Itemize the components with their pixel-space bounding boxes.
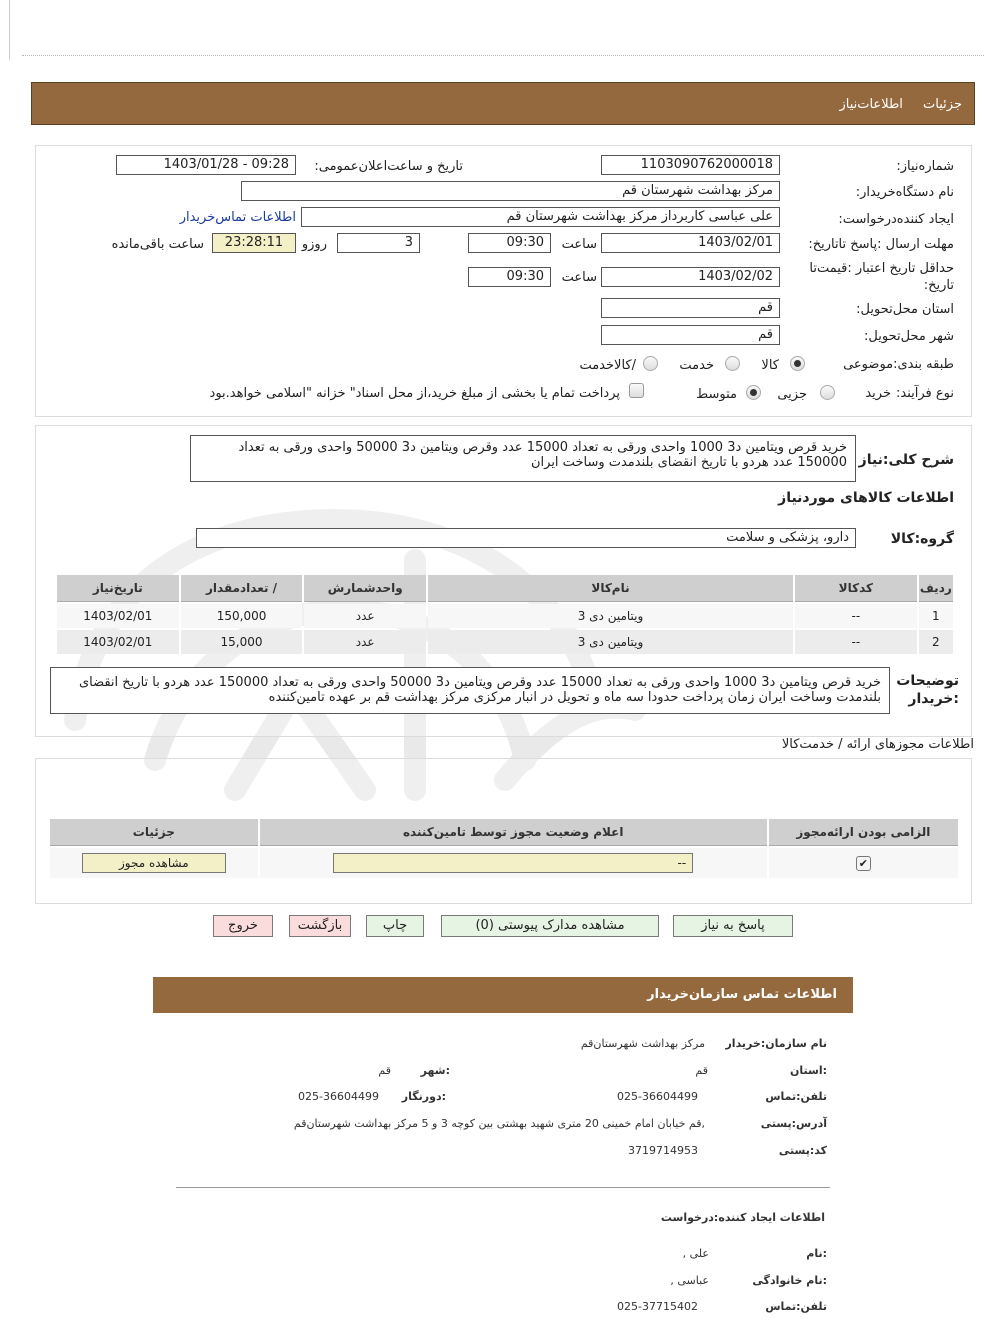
back-button[interactable]: بازگشت (289, 915, 351, 937)
delivery-province-label: استان محل‌تحویل: (856, 302, 954, 317)
print-button[interactable]: چاپ (366, 915, 424, 937)
cell: عدد (304, 630, 426, 654)
fax-label: :دورنگار (401, 1090, 446, 1103)
contact-divider (176, 1187, 830, 1188)
cell: ویتامین دی 3 (428, 604, 793, 628)
col-name: نام‌کالا (428, 575, 793, 602)
reply-to-need-button[interactable]: پاسخ به نیاز (673, 915, 793, 937)
process-buy-label: خرید (865, 386, 891, 401)
delivery-city-label: شهر محل‌تحویل: (864, 329, 954, 344)
announce-date-label: تاریخ و ساعت‌اعلان‌عمومی: (314, 159, 463, 174)
process-medium-radio[interactable] (746, 385, 761, 400)
fax-value: 025-36604499 (298, 1090, 379, 1103)
phone-value: 025-36604499 (617, 1090, 698, 1103)
permit-status-field[interactable]: -- (333, 853, 693, 873)
contact-province-label: :استان (790, 1064, 827, 1077)
creator-phone-value: 025-37715402 (617, 1300, 698, 1313)
category-goods-service-label: /کالاخدمت (579, 358, 636, 373)
postal-code-value: 3719714953 (628, 1144, 698, 1157)
creator-info-title: اطلاعات ایجاد کننده:درخواست (660, 1211, 825, 1224)
cell: عدد (304, 604, 426, 628)
permits-table-header (50, 819, 958, 846)
col-unit: واحدشمارش (304, 575, 426, 602)
permit-required-cell (769, 848, 958, 878)
exit-button[interactable]: خروج (213, 915, 273, 937)
delivery-province-field: قم (601, 298, 780, 318)
category-goods-service-radio[interactable] (643, 356, 658, 371)
summary-text-box: خرید قرص ویتامین د3 1000 واحدی ورقی به تعداد 15000 عدد وقرص ویتامین د3 50000 واحدی ورقی به تعداد 150000 عدد هردو با تاریخ انقضای بلندمدت وساخت ایران (190, 435, 856, 482)
col-permit-status: اعلام وضعیت مجوز توسط تامین‌کننده (260, 819, 767, 846)
creator-field: علی عباسی کاربرداز مرکز بهداشت شهرستان قم (301, 207, 780, 227)
treasury-payment-note: پرداخت تمام یا بخشی از مبلغ خرید،از محل اسناد" خزانه "اسلامی خواهد.بود (209, 386, 620, 401)
cell: 1403/02/01 (57, 630, 179, 654)
category-service-radio[interactable] (725, 356, 740, 371)
tab-details[interactable]: جزئیات (923, 97, 962, 112)
table-row (50, 848, 958, 878)
creator-family-label: :نام خانوادگی (752, 1274, 827, 1287)
need-number-field: 1103090762000018 (601, 155, 780, 175)
process-partial-radio[interactable] (820, 385, 835, 400)
org-label: نام سازمان:خریدار (725, 1037, 827, 1050)
category-label: طبقه بندی‌:موضوعی (843, 357, 954, 372)
delivery-city-field: قم (601, 325, 780, 345)
goods-info-heading: اطلاعات کالاهای موردنیاز (778, 490, 954, 506)
permit-status-cell (260, 848, 767, 878)
contact-city-value: قم (378, 1064, 391, 1077)
creator-name-label: :نام (806, 1247, 827, 1260)
remaining-label: ساعت باقی‌مانده (111, 237, 204, 252)
contact-province-value: قم (695, 1064, 708, 1077)
buyer-contact-link[interactable]: اطلاعات تماس‌خریدار (179, 210, 296, 225)
col-code: کدکالا (795, 575, 917, 602)
cell: ویتامین دی 3 (428, 630, 793, 654)
buyer-contact-title: اطلاعات تماس سازمان‌خریدار (153, 977, 853, 1013)
validity-date-field: 1403/02/02 (601, 267, 780, 287)
buyer-notes-box: خرید قرص ویتامین د3 1000 واحدی ورقی به تعداد 15000 عدد وقرص ویتامین د3 50000 واحدی ورقی به تعداد 150000 عدد هردو با تاریخ انقضای بلندمدت وساخت ایران زمان پرداخت حدودا سه ماه و تحویل در انبار مرکزی مرکز بهداشت قم بر عهده تامین‌کننده (50, 667, 890, 714)
contact-city-label: :شهر (420, 1064, 450, 1077)
address-value: ,قم خیابان امام خمینی 20 متری شهید بهشتی بین کوچه 3 و 5 مرکز بهداشت شهرستان‌قم (293, 1117, 705, 1130)
category-goods-label: کالا (761, 358, 779, 373)
cell: -- (795, 604, 917, 628)
col-quantity: / تعدادمقدار (181, 575, 303, 602)
table-row (57, 604, 953, 628)
cell: 1 (919, 604, 953, 628)
items-table (55, 573, 955, 656)
process-type-label: نوع فرآیند: (896, 386, 954, 401)
cell: 2 (919, 630, 953, 654)
checkmark-icon[interactable]: ✔ (856, 856, 871, 871)
validity-hour-label: ساعت (561, 270, 597, 285)
goods-group-label: گروه:کالا (890, 531, 954, 547)
days-label: روزو (301, 237, 327, 252)
need-number-label: شماره‌نیاز: (896, 159, 954, 174)
goods-group-field: دارو، پزشکی و سلامت (196, 528, 856, 548)
validity-time-field: 09:30 (468, 267, 551, 287)
process-partial-label: جزیی (777, 387, 807, 402)
org-value: مرکز بهداشت شهرستان‌قم (580, 1037, 705, 1050)
buyer-notes-label: توضیحات :خریدار (896, 673, 959, 707)
category-goods-radio[interactable] (790, 356, 805, 371)
view-attachments-button[interactable]: مشاهده مدارک پیوستی (0) (441, 915, 659, 937)
postal-code-label: کد:پستی (778, 1144, 827, 1157)
permit-details-cell (50, 848, 258, 878)
remaining-time-field: 23:28:11 (212, 233, 296, 253)
phone-label: تلفن:تماس (765, 1090, 827, 1103)
reply-date-field: 1403/02/01 (601, 233, 780, 253)
summary-label: شرح کلی:نیاز (858, 452, 954, 468)
cell: 150,000 (181, 604, 303, 628)
address-label: آدرس:پستی (760, 1117, 827, 1130)
creator-family-value: عباسی , (670, 1274, 709, 1287)
col-permit-details: جزئیات (50, 819, 258, 846)
buyer-org-field: مرکز بهداشت شهرستان قم (241, 181, 780, 201)
items-table-header (57, 575, 953, 602)
creator-name-value: علی , (682, 1247, 709, 1260)
reply-deadline-label: مهلت ارسال :پاسخ تا‌تاریخ: (808, 237, 954, 252)
days-field: 3 (337, 233, 420, 253)
cell: 15,000 (181, 630, 303, 654)
creator-phone-label: تلفن:تماس (765, 1300, 827, 1313)
col-need-date: تاریخ‌نیاز (57, 575, 179, 602)
buyer-org-label: نام دستگاه‌خریدار: (855, 185, 954, 200)
permits-table (48, 817, 960, 880)
announce-date-field: 1403/01/28 - 09:28 (116, 155, 296, 175)
category-service-label: خدمت (679, 358, 714, 373)
col-row: ردیف (919, 575, 953, 602)
creator-label: ایجاد کننده‌درخواست: (838, 212, 954, 227)
view-permit-button[interactable]: مشاهده مجوز (82, 853, 226, 873)
reply-time-field: 09:30 (468, 233, 551, 253)
details-header-bar (31, 82, 975, 125)
min-validity-label: حداقل تاریخ اعتبار :قیمت‌تا تاریخ: (809, 261, 954, 293)
col-permit-required: الزامی بودن ارائه‌مجوز (769, 819, 958, 846)
tab-need-info[interactable]: اطلاعات‌نیاز (839, 97, 903, 112)
process-medium-label: متوسط (696, 387, 737, 402)
treasury-payment-checkbox[interactable] (629, 383, 644, 398)
cell: -- (795, 630, 917, 654)
cell: 1403/02/01 (57, 604, 179, 628)
table-row (57, 630, 953, 654)
reply-hour-label: ساعت (561, 237, 597, 252)
permits-title: اطلاعات مجوزهای ارائه / خدمت‌کالا (781, 737, 974, 752)
